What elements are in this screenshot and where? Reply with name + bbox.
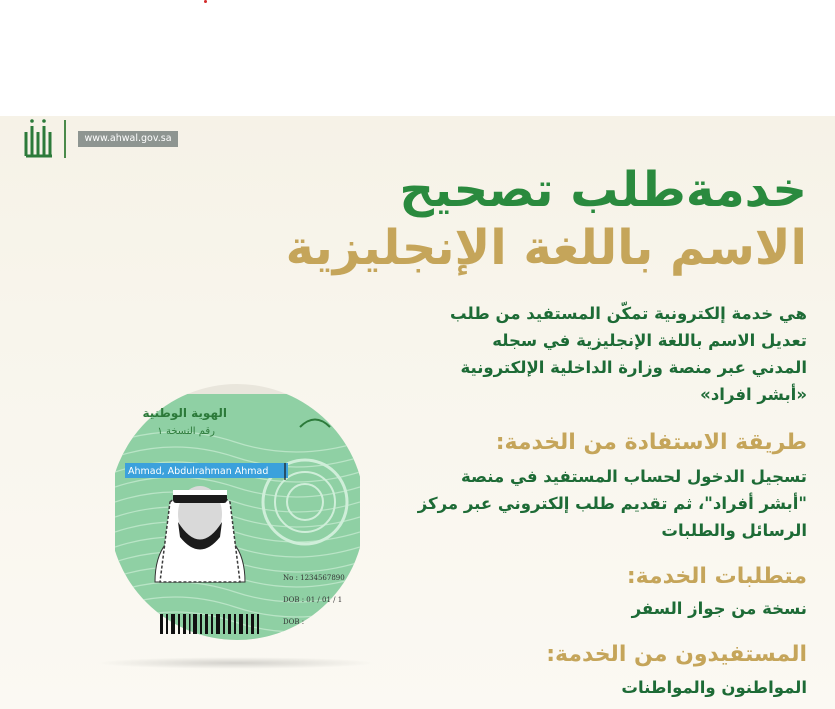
section-text-beneficiaries (621, 674, 807, 701)
national-id-card-illustration (115, 382, 360, 642)
card-shadow (95, 657, 377, 669)
section-line: نسخة من جواز السفر (631, 599, 807, 618)
section-heading-how: طريقة الاستفادة من الخدمة: (495, 430, 807, 455)
card-name: Ahmad, Abdulrahman Ahmad (128, 466, 269, 477)
section-line: "أبشر أفراد"، ثم تقديم طلب إلكتروني عبر مركز (417, 494, 807, 513)
intro-paragraph (450, 300, 807, 408)
section-line: الرسائل والطلبات (661, 521, 807, 540)
red-dot (204, 0, 207, 3)
title-line-1: خدمةطلب تصحيح (399, 162, 807, 218)
absher-logo-icon (22, 118, 56, 158)
intro-line: تعديل الاسم باللغة الإنجليزية في سجله (492, 331, 807, 350)
section-text-how (418, 463, 807, 544)
card-dob-2: DOB : (283, 618, 305, 626)
card-copy-number: رقم النسخة ١ (157, 426, 215, 437)
section-line: المواطنون والمواطنات (621, 678, 807, 697)
intro-line: المدني عبر منصة وزارة الداخلية الإلكترونية (460, 358, 807, 377)
card-number: No : 1234567890 (283, 574, 345, 582)
website-url[interactable]: www.ahwal.gov.sa (78, 131, 178, 147)
intro-line: «أبشر افراد» (700, 385, 807, 404)
logo-divider (64, 120, 66, 158)
section-heading-beneficiaries: المستفيدون من الخدمة: (546, 642, 807, 667)
section-heading-requirements: متطلبات الخدمة: (626, 564, 807, 589)
section-text-requirements (632, 595, 807, 622)
intro-line: هي خدمة إلكترونية تمكّن المستفيد من طلب (450, 304, 807, 323)
card-dob-1: DOB : 01 / 01 / 1 (283, 596, 343, 604)
title-line-2: الاسم باللغة الإنجليزية (285, 220, 807, 276)
service-poster (0, 116, 835, 709)
card-title: الهوية الوطنية (142, 406, 227, 420)
section-line: تسجيل الدخول لحساب المستفيد في منصة (461, 467, 807, 486)
